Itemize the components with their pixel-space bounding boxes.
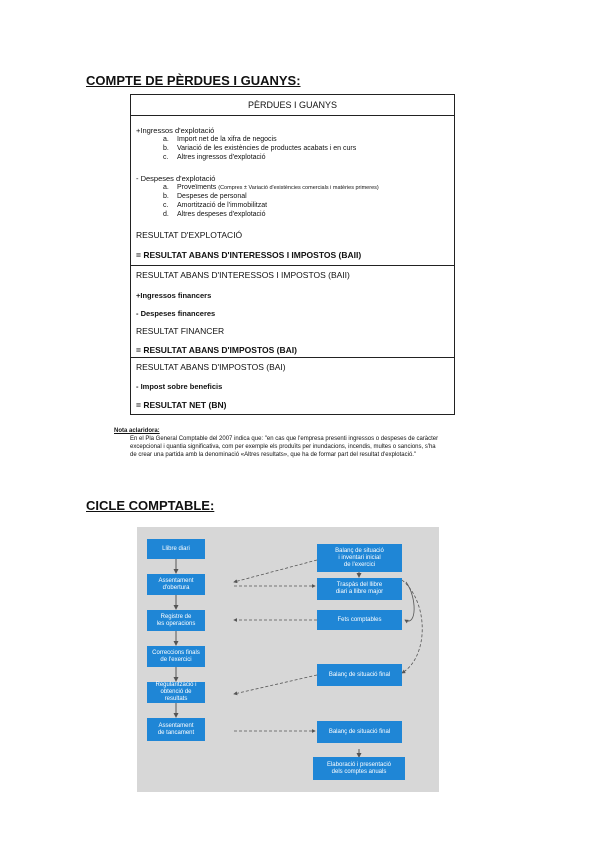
divider bbox=[131, 265, 454, 266]
comptes-anuals-box: Elaboració i presentació dels comptes anuals bbox=[313, 757, 405, 780]
balanc-inicial-box: Balanç de situació i inventari inicial de l'exercici bbox=[317, 544, 402, 572]
assentament-tancament-box: Assentament de tancament bbox=[147, 718, 205, 741]
regularitzacio-box: Regularització i obtenció de resultats bbox=[147, 682, 205, 703]
cycle-section-title: CICLE COMPTABLE: bbox=[86, 498, 215, 513]
ingressos-financers: +Ingressos financers bbox=[136, 291, 212, 300]
despeses-title: - Despeses d'explotació bbox=[136, 174, 216, 183]
ingressos-item: b. Variació de les existències de productes acabats i en curs bbox=[163, 145, 357, 152]
registre-operacions-box: Registre de les operacions bbox=[147, 610, 205, 631]
baii-start: RESULTAT ABANS D'INTERESSOS I IMPOSTOS (BAII) bbox=[136, 270, 350, 280]
impost-beneficis: - Impost sobre beneficis bbox=[136, 382, 223, 391]
resultat-financer: RESULTAT FINANCER bbox=[136, 326, 225, 336]
ingressos-item: c. Altres ingressos d'explotació bbox=[163, 154, 266, 161]
despeses-item: a. Proveïments (Compres ± Variació d'existències comercials i matèries primeres) bbox=[163, 184, 379, 191]
ingressos-title: +Ingressos d'explotació bbox=[136, 126, 215, 135]
despeses-item: b. Despeses de personal bbox=[163, 193, 247, 200]
correccions-finals-box: Correccions finals de l'exercici bbox=[147, 646, 205, 667]
dashed-curve bbox=[405, 582, 414, 621]
note-line: En el Pla General Comptable del 2007 indica que: "en cas que l'empresa presenti ingressos o despeses de caràcter bbox=[130, 436, 439, 442]
despeses-item: c. Amortització de l'immobilitzat bbox=[163, 202, 268, 209]
dashed-arrow bbox=[234, 560, 317, 582]
assentament-obertura-box: Assentament d'obertura bbox=[147, 574, 205, 595]
baii-total: = RESULTAT ABANS D'INTERESSOS I IMPOSTOS (BAII) bbox=[136, 250, 362, 260]
dashed-arrow bbox=[234, 675, 317, 694]
resultat-explotacio: RESULTAT D'EXPLOTACIÓ bbox=[136, 230, 243, 240]
fets-comptables-box: Fets comptables bbox=[317, 610, 402, 630]
note bbox=[114, 427, 504, 459]
pl-table bbox=[130, 94, 455, 415]
traspas-llibre-box: Traspàs del llibre diari a llibre major bbox=[317, 578, 402, 600]
balanc-final-box: Balanç de situació final bbox=[317, 664, 402, 686]
bai-start: RESULTAT ABANS D'IMPOSTOS (BAI) bbox=[136, 362, 286, 372]
pl-table-header: PÈRDUES I GUANYS bbox=[131, 95, 454, 116]
note-title: Nota aclaridora: bbox=[114, 428, 160, 434]
note-line: excepcional i quantia significativa, com per exemple els produïts per inundacions, incendis, multes o sancions, s'ha bbox=[130, 444, 436, 450]
balanc-final-box-2: Balanç de situació final bbox=[317, 721, 402, 743]
despeses-item: d. Altres despeses d'explotació bbox=[163, 211, 266, 218]
pl-section-title: COMPTE DE PÈRDUES I GUANYS: bbox=[86, 73, 301, 88]
llibre-diari-box: Llibre diari bbox=[147, 539, 205, 559]
accounting-cycle-diagram bbox=[137, 527, 439, 792]
divider bbox=[131, 357, 454, 358]
ingressos-item: a. Import net de la xifra de negocis bbox=[163, 136, 277, 143]
bai-total: = RESULTAT ABANS D'IMPOSTOS (BAI) bbox=[136, 345, 297, 355]
resultat-net: = RESULTAT NET (BN) bbox=[136, 400, 227, 410]
note-line: de crear una partida amb la denominació «Altres resultats», que ha de formar part del resultat d'explotació." bbox=[130, 452, 417, 458]
despeses-financeres: - Despeses financeres bbox=[136, 309, 216, 318]
